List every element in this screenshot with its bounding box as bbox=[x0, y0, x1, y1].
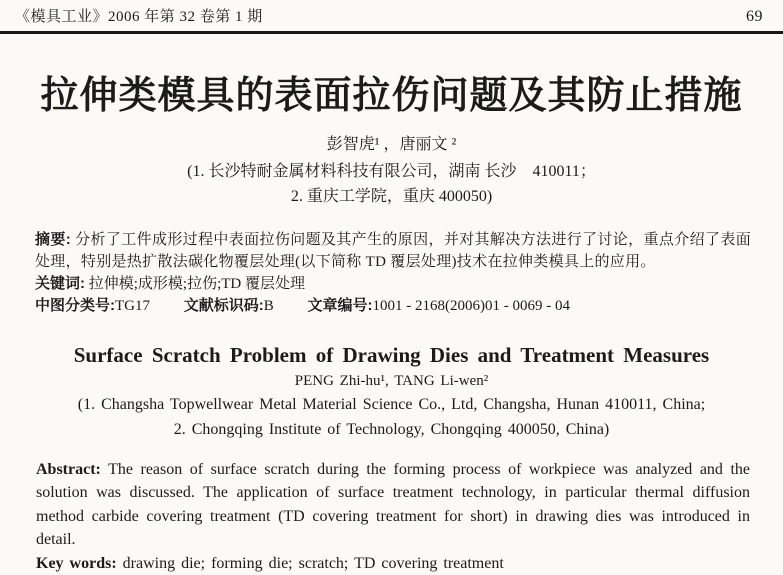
clc-segment bbox=[35, 298, 150, 314]
doc-code-value: B bbox=[263, 297, 274, 314]
keywords-en-label: Key words: bbox=[36, 554, 117, 572]
affiliation-en-line2: 2. Chongqing Institute of Technology, Chongqing 400050, China) bbox=[173, 420, 610, 438]
affiliation-en-line1: (1. Changsha Topwellwear Metal Material Science Co., Ltd, Changsha, Hunan 410011, China; bbox=[77, 395, 706, 413]
doc-code-label: 文献标识码: bbox=[183, 296, 264, 314]
article-id-value: 1001 - 2168(2006)01 - 0069 - 04 bbox=[372, 297, 570, 314]
article-id-segment bbox=[308, 298, 570, 314]
clc-label: 中图分类号: bbox=[35, 296, 115, 314]
keywords-zh bbox=[35, 273, 751, 295]
abstract-zh-text: 分析了工件成形过程中表面拉伤问题及其产生的原因，并对其解决方法进行了讨论，重点介绍了表面处理，特别是热扩散法碳化物覆层处理(以下简称 TD 覆层处理)技术在拉伸类模具上的应用。 bbox=[35, 231, 751, 270]
article-title-zh: 拉伸类模具的表面拉伤问题及其防止措施 bbox=[40, 75, 743, 117]
abstract-en-label: Abstract: bbox=[36, 460, 101, 478]
authors-zh: 彭智虎¹ ，唐丽文 ² bbox=[326, 135, 457, 153]
keywords-en-text: drawing die; forming die; scratch; TD covering treatment bbox=[122, 554, 504, 572]
keywords-zh-text: 拉伸模;成形模;拉伤;TD 覆层处理 bbox=[88, 275, 305, 292]
abstract-zh bbox=[35, 229, 751, 273]
affiliations-en bbox=[0, 392, 783, 442]
affiliation-zh-line2: 2. 重庆工学院，重庆 400050) bbox=[290, 187, 493, 205]
clc-value: TG17 bbox=[115, 297, 150, 314]
article-id-label: 文章编号: bbox=[307, 296, 373, 314]
running-header bbox=[0, 0, 783, 26]
abstract-en-text: The reason of surface scratch during the forming process of workpiece was analyzed and the solution was discussed. The application of surface treatment technology, in particular thermal diffusion method carbide covering treatment (TD covering treatment for short) in drawing dies was introduced in detail. bbox=[36, 460, 750, 549]
header-rule bbox=[0, 31, 783, 34]
page-number: 69 bbox=[746, 8, 763, 25]
classification-line bbox=[35, 295, 751, 317]
journal-issue-text: 《模具工业》2006 年第 32 卷第 1 期 bbox=[15, 9, 263, 25]
affiliation-zh-line1: (1. 长沙特耐金属材料科技有限公司，湖南 长沙 410011； bbox=[187, 162, 596, 180]
keywords-en bbox=[36, 552, 750, 575]
abstract-zh-label: 摘要: bbox=[35, 230, 72, 248]
affiliations-zh bbox=[0, 159, 783, 209]
doc-code-segment bbox=[184, 298, 274, 314]
authors-en: PENG Zhi-hu¹, TANG Li-wen² bbox=[294, 372, 489, 389]
keywords-zh-label: 关键词: bbox=[35, 274, 85, 292]
abstract-en bbox=[36, 458, 750, 552]
article-title-en: Surface Scratch Problem of Drawing Dies and Treatment Measures bbox=[73, 342, 710, 367]
